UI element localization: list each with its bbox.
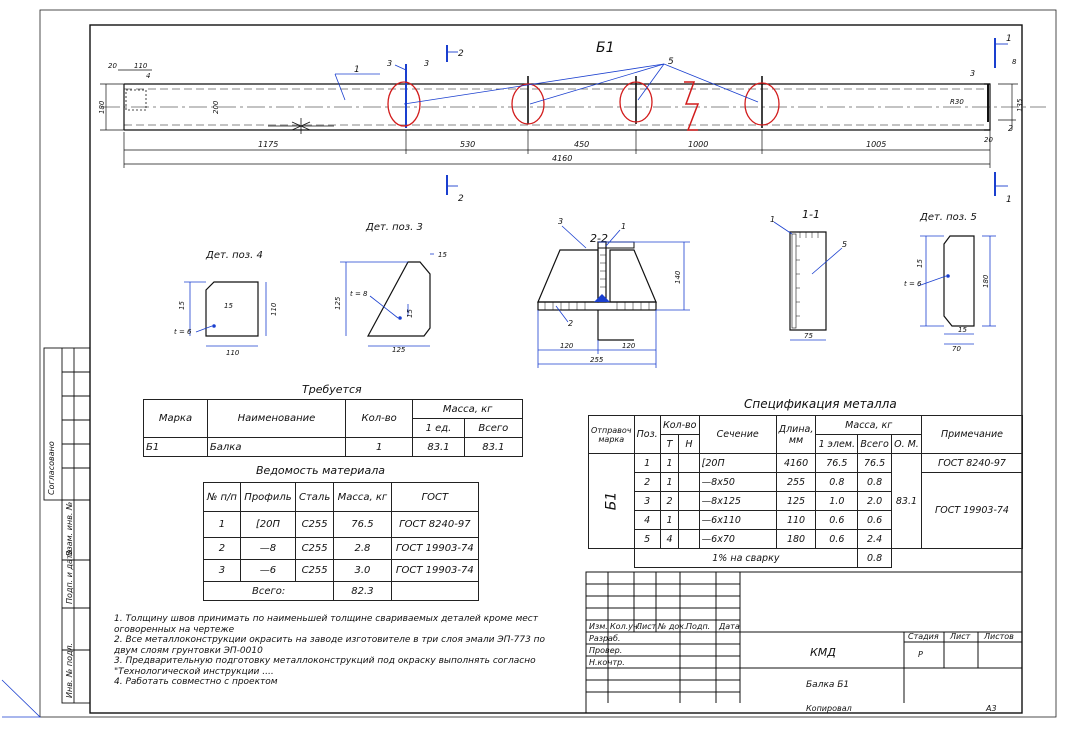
dim-1005: 1005 (866, 140, 887, 149)
pos3-label-end: 3 (970, 69, 976, 78)
corner-mark (2, 680, 40, 717)
req-cell: Б1 (144, 438, 208, 457)
spec-cell: 2.0 (858, 492, 892, 511)
tb-stage-value: Р (918, 650, 923, 659)
mat-cell: ГОСТ 19903-74 (391, 560, 478, 582)
side-label-agreed: Согласовано (47, 441, 56, 495)
det4-dim-110-h: 110 (226, 349, 240, 357)
pos1-label: 1 (354, 65, 360, 75)
section-22-title: 2-2 (590, 232, 608, 245)
detail-pos5 (904, 212, 996, 353)
s22-dim-120b: 120 (622, 342, 636, 350)
mat-h-profile: Профиль (240, 483, 295, 512)
det4-dim-15a: 15 (178, 301, 186, 310)
spec-cell: 2 (634, 473, 660, 492)
beam-title: Б1 (596, 40, 615, 56)
dim-left-110: 110 (134, 62, 148, 70)
det4-title: Дет. поз. 4 (206, 250, 263, 261)
side-label-inv-replace: Взам. инв. № (65, 501, 74, 556)
pos2-label-end: 2 (1008, 124, 1014, 133)
det3-title: Дет. поз. 3 (366, 222, 423, 233)
pos4-label: 4 (146, 72, 151, 80)
section-mark-2-bottom: 2 (458, 194, 464, 204)
spec-cell: 110 (776, 511, 816, 530)
note-line: "Технологической инструкции .... (114, 666, 274, 677)
det4-dim-110-v: 110 (270, 302, 278, 316)
materials-title: Ведомость материала (256, 464, 385, 477)
spec-h-t: Т (660, 435, 679, 454)
spec-cell: 0.8 (816, 473, 858, 492)
tb-code: КМД (810, 646, 836, 659)
spec-cell: 1.0 (816, 492, 858, 511)
spec-cell: 5 (634, 530, 660, 549)
spec-note-2: ГОСТ 19903-74 (922, 473, 1023, 549)
spec-cell (679, 530, 699, 549)
spec-weld-spacer (589, 549, 635, 568)
mat-cell: [20П (240, 512, 295, 538)
inner-frame (90, 25, 1022, 713)
mat-h-mass: Масса, кг (334, 483, 391, 512)
tb-col-kol: Кол.уч. (610, 622, 641, 631)
req-h-unit: 1 ед. (413, 419, 464, 438)
spec-cell: 2 (660, 492, 679, 511)
spec-h-section: Сечение (699, 416, 776, 454)
spec-weld-spacer-2 (891, 549, 921, 568)
spec-weld-label: 1% на сварку (634, 549, 858, 568)
dim-1175: 1175 (258, 140, 279, 149)
spec-cell: [20П (699, 454, 776, 473)
spec-h-n: Н (679, 435, 699, 454)
spec-cell (679, 473, 699, 492)
spec-note-1: ГОСТ 8240-97 (922, 454, 1023, 473)
mat-cell: 2.8 (334, 538, 391, 560)
mat-cell: 1 (204, 512, 241, 538)
req-h-qty: Кол-во (346, 400, 413, 438)
s22-pos3: 3 (558, 217, 564, 226)
det5-thickness: t = 6 (904, 280, 922, 288)
dim-530: 530 (460, 140, 476, 149)
tb-name: Балка Б1 (806, 680, 850, 690)
req-cell: 1 (346, 438, 413, 457)
tb-role-check: Провер. (589, 646, 623, 655)
mat-h-num: № п/п (204, 483, 241, 512)
dim-right-8: 8 (1012, 58, 1017, 66)
tb-copied: Копировал (806, 704, 852, 713)
req-h-total: Всего (464, 419, 522, 438)
spec-cell: —8x50 (699, 473, 776, 492)
note-line: 1. Толщину швов принимать по наименьшей толщине свариваемых деталей кроме мест (114, 614, 538, 624)
mat-total-value: 82.3 (334, 582, 391, 601)
tb-col-date: Дата (719, 622, 740, 631)
dim-4160: 4160 (552, 154, 573, 163)
section-1-1 (770, 208, 847, 340)
s22-pos1: 1 (621, 222, 627, 231)
pos3-label-right: 3 (424, 59, 430, 68)
detail-pos3 (334, 222, 447, 354)
dim-left-20: 20 (108, 62, 117, 70)
spec-cell: 1 (660, 511, 679, 530)
spec-cell: 0.8 (858, 473, 892, 492)
pos5-label: 5 (668, 57, 674, 67)
spec-h-total: Всего (858, 435, 892, 454)
tb-role-norm: Н.контр. (589, 658, 625, 667)
spec-h-unit: 1 элем. (816, 435, 858, 454)
mat-total-label: Всего: (204, 582, 334, 601)
s22-pos2: 2 (568, 319, 574, 328)
spec-cell: 0.6 (858, 511, 892, 530)
req-cell: Балка (207, 438, 345, 457)
mat-total-empty (391, 582, 478, 601)
note-line: 4. Работать совместно с проектом (114, 677, 278, 687)
req-cell: 83.1 (464, 438, 522, 457)
spec-cell: 1 (660, 454, 679, 473)
spec-om-value: 83.1 (891, 454, 921, 549)
section-mark-1-bottom: 1 (1006, 195, 1012, 205)
spec-mark-text: Б1 (603, 491, 620, 511)
section-mark-1-top: 1 (1006, 34, 1012, 44)
note-line: 2. Все металлоконструкции окрасить на заводе изготовителе в три слоя эмали ЭП-773 по (114, 635, 546, 645)
dim-right-135: 135 (1016, 98, 1024, 112)
spec-cell: 4 (634, 511, 660, 530)
dim-1000: 1000 (688, 140, 709, 149)
s11-pos5: 5 (842, 240, 848, 249)
section-11-title: 1-1 (802, 208, 820, 221)
s11-pos1: 1 (770, 215, 776, 224)
spec-table (588, 415, 1023, 568)
spec-cell: 2.4 (858, 530, 892, 549)
spec-cell: 4160 (776, 454, 816, 473)
det4-thickness: t = 6 (174, 328, 192, 336)
spec-cell: 180 (776, 530, 816, 549)
tb-format: А3 (986, 704, 997, 713)
spec-cell: 76.5 (816, 454, 858, 473)
spec-cell (679, 492, 699, 511)
det5-dim-15-top: 15 (916, 259, 924, 268)
detail-pos4 (174, 250, 278, 357)
tb-col-izm: Изм. (589, 622, 608, 631)
mat-cell: С255 (296, 538, 334, 560)
tb-role-dev: Разраб. (589, 634, 621, 643)
det5-dim-180: 180 (982, 274, 990, 288)
tb-sheets-label: Листов (984, 632, 1014, 641)
det3-dim-15-top: 15 (438, 251, 447, 259)
mat-cell: —6 (240, 560, 295, 582)
spec-cell: 76.5 (858, 454, 892, 473)
dim-right-20: 20 (984, 136, 993, 144)
req-cell: 83.1 (413, 438, 464, 457)
spec-cell: 125 (776, 492, 816, 511)
s11-dim-75: 75 (804, 332, 813, 340)
tb-col-list: Лист (636, 622, 657, 631)
det3-dim-125-h: 125 (392, 346, 406, 354)
spec-cell: —6x110 (699, 511, 776, 530)
req-h-mark: Марка (144, 400, 208, 438)
side-label-inv-orig: Инв. № подл. (65, 642, 74, 698)
spec-h-length: Длина, мм (776, 416, 816, 454)
mat-cell: С255 (296, 560, 334, 582)
spec-cell: 0.6 (816, 530, 858, 549)
spec-h-mark: Отправоч марка (589, 416, 635, 454)
outer-frame (40, 10, 1056, 717)
spec-cell: —8x125 (699, 492, 776, 511)
required-table (143, 399, 523, 457)
spec-cell (679, 454, 699, 473)
det5-title: Дет. поз. 5 (920, 212, 977, 223)
side-label-sign-date: Подп. и дата (65, 549, 74, 604)
s22-dim-140: 140 (674, 270, 682, 284)
beam-main-view (98, 34, 1046, 205)
spec-cell: 1 (634, 454, 660, 473)
spec-weld-value: 0.8 (858, 549, 892, 568)
det5-dim-70: 70 (952, 345, 961, 353)
dim-left-200: 200 (212, 100, 220, 114)
det5-dim-15-bot: 15 (958, 326, 967, 334)
mat-cell: С255 (296, 512, 334, 538)
spec-h-pos: Поз. (634, 416, 660, 454)
spec-cell: 3 (634, 492, 660, 511)
general-notes (114, 614, 554, 688)
req-h-mass: Масса, кг (413, 400, 523, 419)
tb-stage-label: Стадия (908, 632, 939, 641)
spec-cell: 0.6 (816, 511, 858, 530)
spec-h-notes: Примечание (922, 416, 1023, 454)
title-block-lines (586, 572, 1022, 713)
mat-h-gost: ГОСТ (391, 483, 478, 512)
det3-dim-125-v: 125 (334, 296, 342, 310)
dim-right-r30: R30 (950, 98, 964, 106)
mat-cell: ГОСТ 8240-97 (391, 512, 478, 538)
section-mark-2-top: 2 (458, 49, 464, 59)
s22-dim-255: 255 (590, 356, 604, 364)
det4-dim-15b: 15 (224, 302, 233, 310)
mat-cell: —8 (240, 538, 295, 560)
det3-dim-15-side: 15 (406, 309, 414, 318)
dim-left-180: 180 (98, 100, 106, 114)
spec-mark-value (589, 454, 635, 549)
spec-cell: 255 (776, 473, 816, 492)
required-title: Требуется (302, 383, 362, 396)
spec-h-mass: Масса, кг (816, 416, 922, 435)
spec-weld-spacer-3 (922, 549, 1023, 568)
section-2-2 (538, 217, 690, 368)
note-line: 3. Предварительную подготовку металлоконструкций под окраску выполнять согласно (114, 656, 536, 666)
req-h-name: Наименование (207, 400, 345, 438)
tb-sheet-label: Лист (950, 632, 971, 641)
spec-h-om: О. М. (891, 435, 921, 454)
spec-title: Спецификация металла (744, 397, 897, 411)
mat-cell: ГОСТ 19903-74 (391, 538, 478, 560)
materials-table (203, 482, 479, 601)
mat-cell: 3.0 (334, 560, 391, 582)
note-line: двум слоям грунтовки ЭП-0010 (114, 645, 263, 656)
s22-dim-120a: 120 (560, 342, 574, 350)
spec-cell (679, 511, 699, 530)
mat-h-steel: Сталь (296, 483, 334, 512)
spec-cell: 1 (660, 473, 679, 492)
mat-cell: 76.5 (334, 512, 391, 538)
note-line: оговоренных на чертеже (114, 624, 235, 635)
dim-450: 450 (574, 140, 590, 149)
pos3-label-left: 3 (387, 59, 393, 68)
tb-col-sign: Подп. (686, 622, 711, 631)
mat-cell: 2 (204, 538, 241, 560)
tb-col-doc: № док. (658, 622, 687, 631)
mat-cell: 3 (204, 560, 241, 582)
spec-cell: —6x70 (699, 530, 776, 549)
spec-h-qty: Кол-во (660, 416, 699, 435)
spec-cell: 4 (660, 530, 679, 549)
det3-thickness: t = 8 (350, 290, 368, 298)
